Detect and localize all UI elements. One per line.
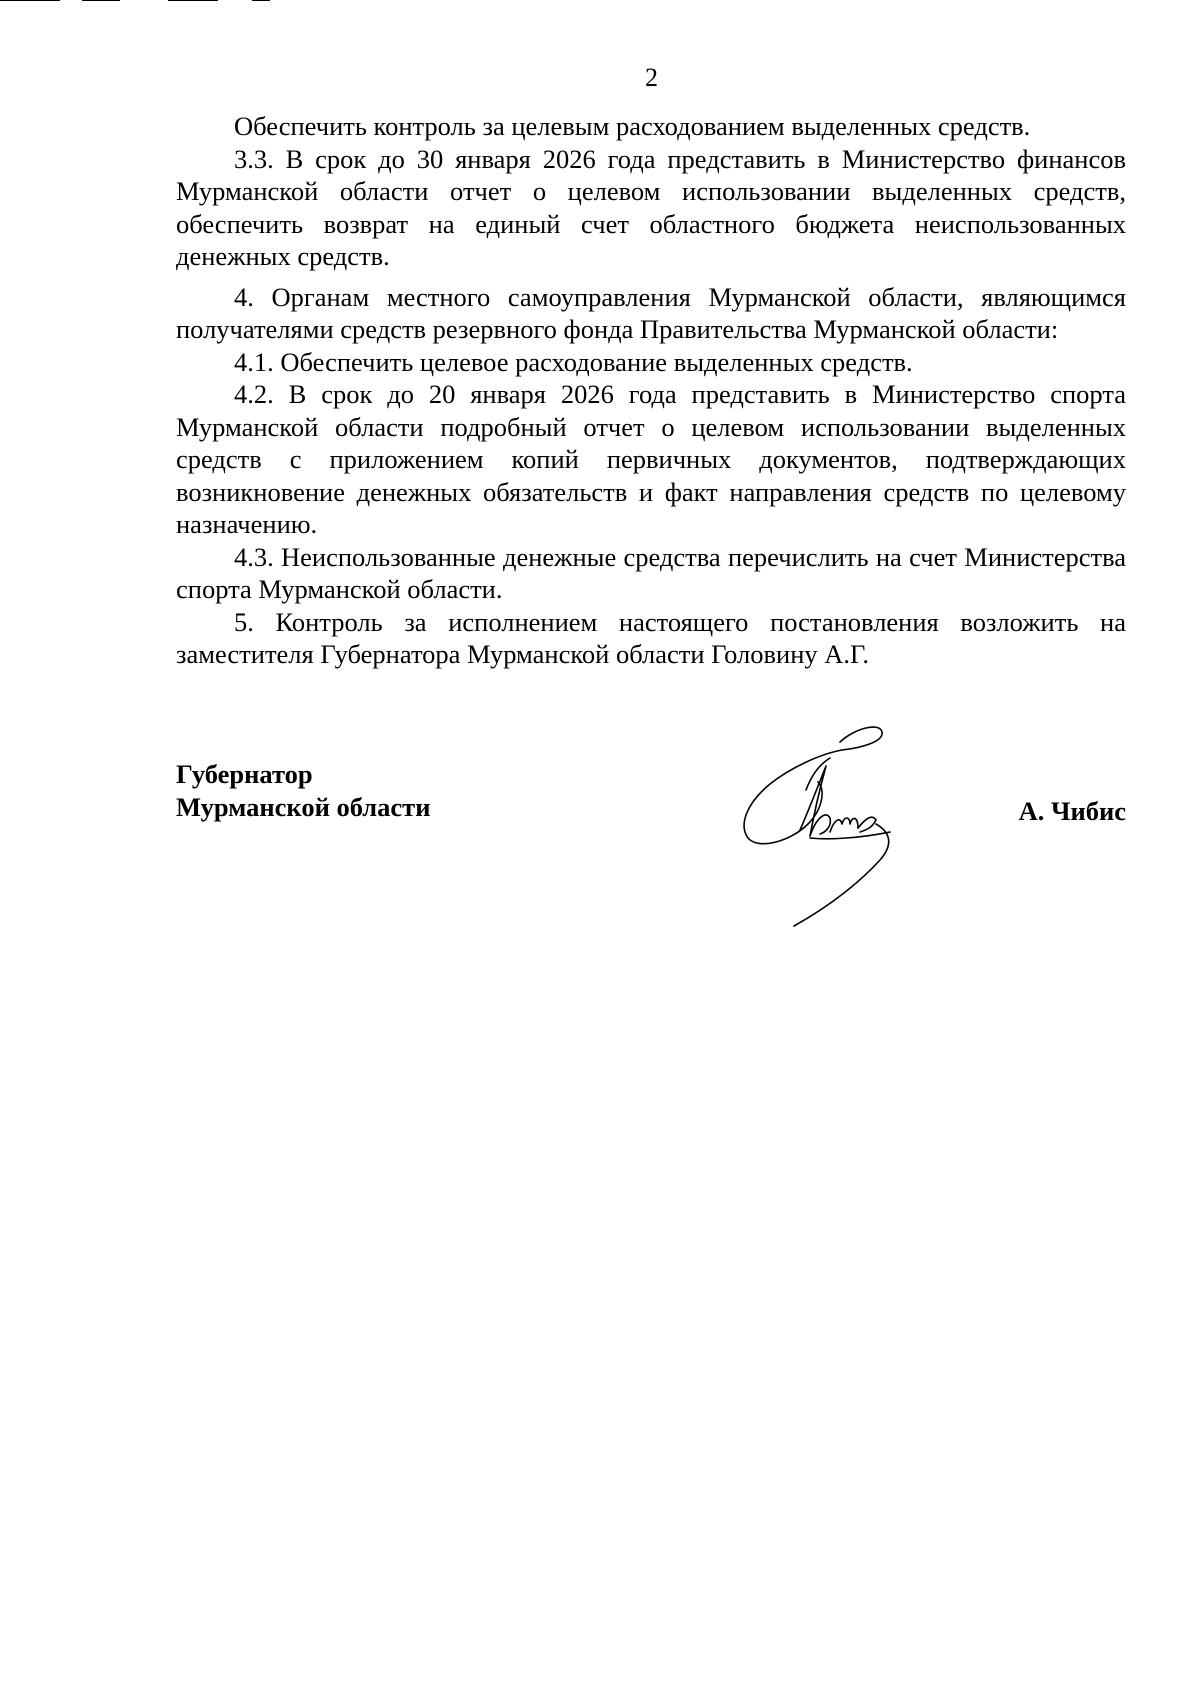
signatory-title-line-2: Мурманской области [176,792,431,822]
scan-artifact-line [252,0,270,1]
paragraph-3-2-continuation: Обеспечить контроль за целевым расходованием выделенных средств. [234,111,1031,141]
signatory-name: А. Чибис [1018,796,1126,826]
signatory-title [176,758,430,824]
scan-artifact-line [168,0,218,1]
handwritten-signature [730,720,930,930]
paragraph-4: 4. Органам местного самоуправления Мурманской области, являющимся получателями средств резервного фонда Правительства Мурманской области: [176,281,1126,344]
paragraph-4-3: 4.3. Неиспользованные денежные средства перечислить на счет Министерства спорта Мурманской области. [176,541,1126,604]
signatory-title-line-1: Губернатор [176,759,313,789]
paragraph-5: 5. Контроль за исполнением настоящего постановления возложить на заместителя Губернатора Мурманской области Головину А.Г. [176,606,1126,669]
scan-artifact-line [0,0,60,1]
scan-artifact-line [82,0,120,1]
document-body [176,110,1126,671]
paragraph-3-3: 3.3. В срок до 30 января 2026 года представить в Министерство финансов Мурманской области отчет о целевом использовании выделенных средств, обеспечить возврат на единый счет областного бюджета неиспользованных денежных средств. [176,143,1126,271]
paragraph-4-1: 4.1. Обеспечить целевое расходование выделенных средств. [234,346,913,377]
page-number: 2 [645,63,658,92]
paragraph-4-2: 4.2. В срок до 20 января 2026 года представить в Министерство спорта Мурманской области подробный отчет о целевом использовании выделенных средств с приложением копий первичных документов, подтверждающих возникновение денежных обязательств и факт направления средств по целевому назначению. [176,379,1126,539]
